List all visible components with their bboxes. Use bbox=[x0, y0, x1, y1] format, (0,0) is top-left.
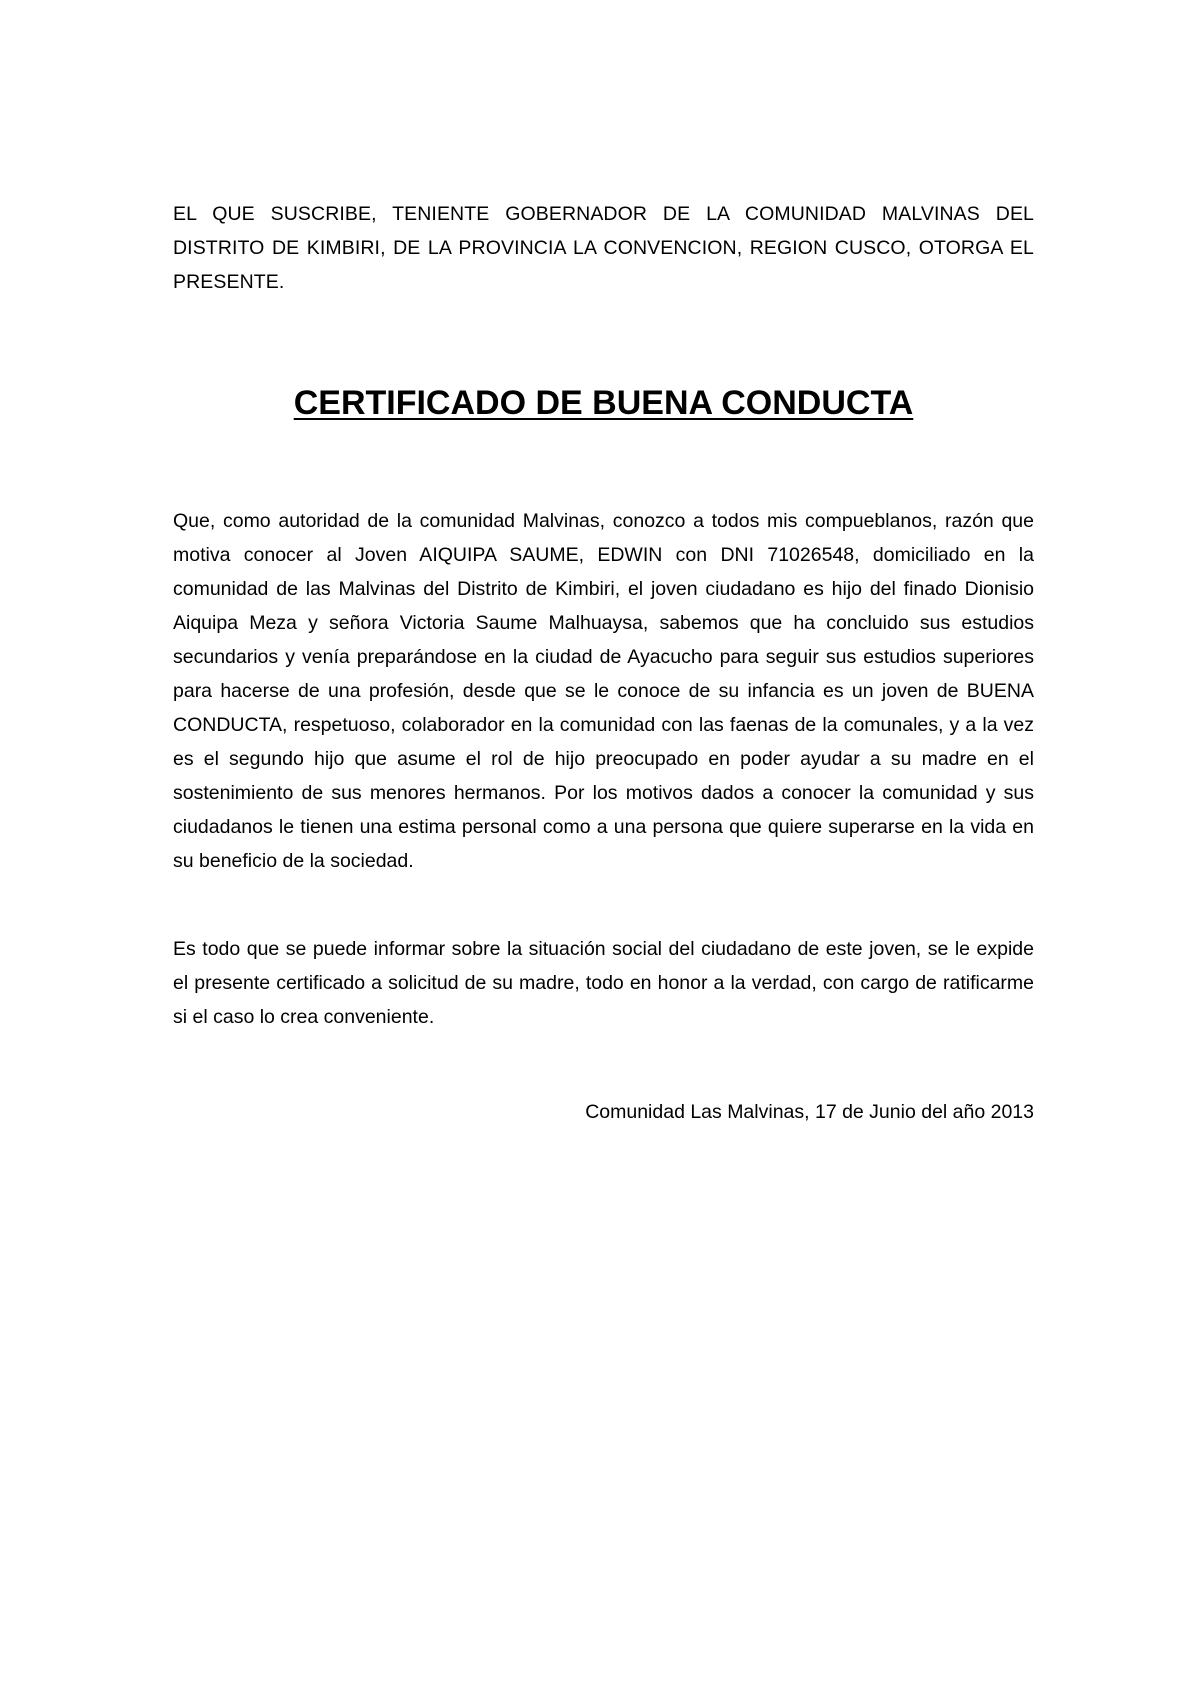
certificate-body-paragraph: Que, como autoridad de la comunidad Malvinas, conozco a todos mis compueblanos, razón que motiva conocer al Joven AIQUIPA SAUME, EDWIN con DNI 71026548, domiciliado en la comunidad de las Malvinas del Distrito de Kimbiri, el joven ciudadano es hijo del finado Dionisio Aiquipa Meza y señora Victoria Saume Malhuaysa, sabemos que ha concluido sus estudios secundarios y venía preparándose en la ciudad de Ayacucho para seguir sus estudios superiores para hacerse de una profesión, desde que se le conoce de su infancia es un joven de BUENA CONDUCTA, respetuoso, colaborador en la comunidad con las faenas de la comunales, y a la vez es el segundo hijo que asume el rol de hijo preocupado en poder ayudar a su madre en el sostenimiento de sus menores hermanos. Por los motivos dados a conocer la comunidad y sus ciudadanos le tienen una estima personal como a una persona que quiere superarse en la vida en su beneficio de la sociedad. bbox=[173, 509, 1034, 872]
issuer-statement: EL QUE SUSCRIBE, TENIENTE GOBERNADOR DE LA COMUNIDAD MALVINAS DEL DISTRITO DE KIMBIRI, DE LA PROVINCIA LA CONVENCION, REGION CUSCO, OTORGA EL PRESENTE. bbox=[173, 202, 1034, 293]
document-page bbox=[173, 0, 1034, 1698]
document-title: CERTIFICADO DE BUENA CONDUCTA bbox=[293, 383, 914, 422]
closing-paragraph: Es todo que se puede informar sobre la situación social del ciudadano de este joven, se le expide el presente certificado a solicitud de su madre, todo en honor a la verdad, con cargo de ratificarme si el caso lo crea conveniente. bbox=[173, 937, 1034, 1028]
place-and-date: Comunidad Las Malvinas, 17 de Junio del año 2013 bbox=[585, 1100, 1034, 1123]
